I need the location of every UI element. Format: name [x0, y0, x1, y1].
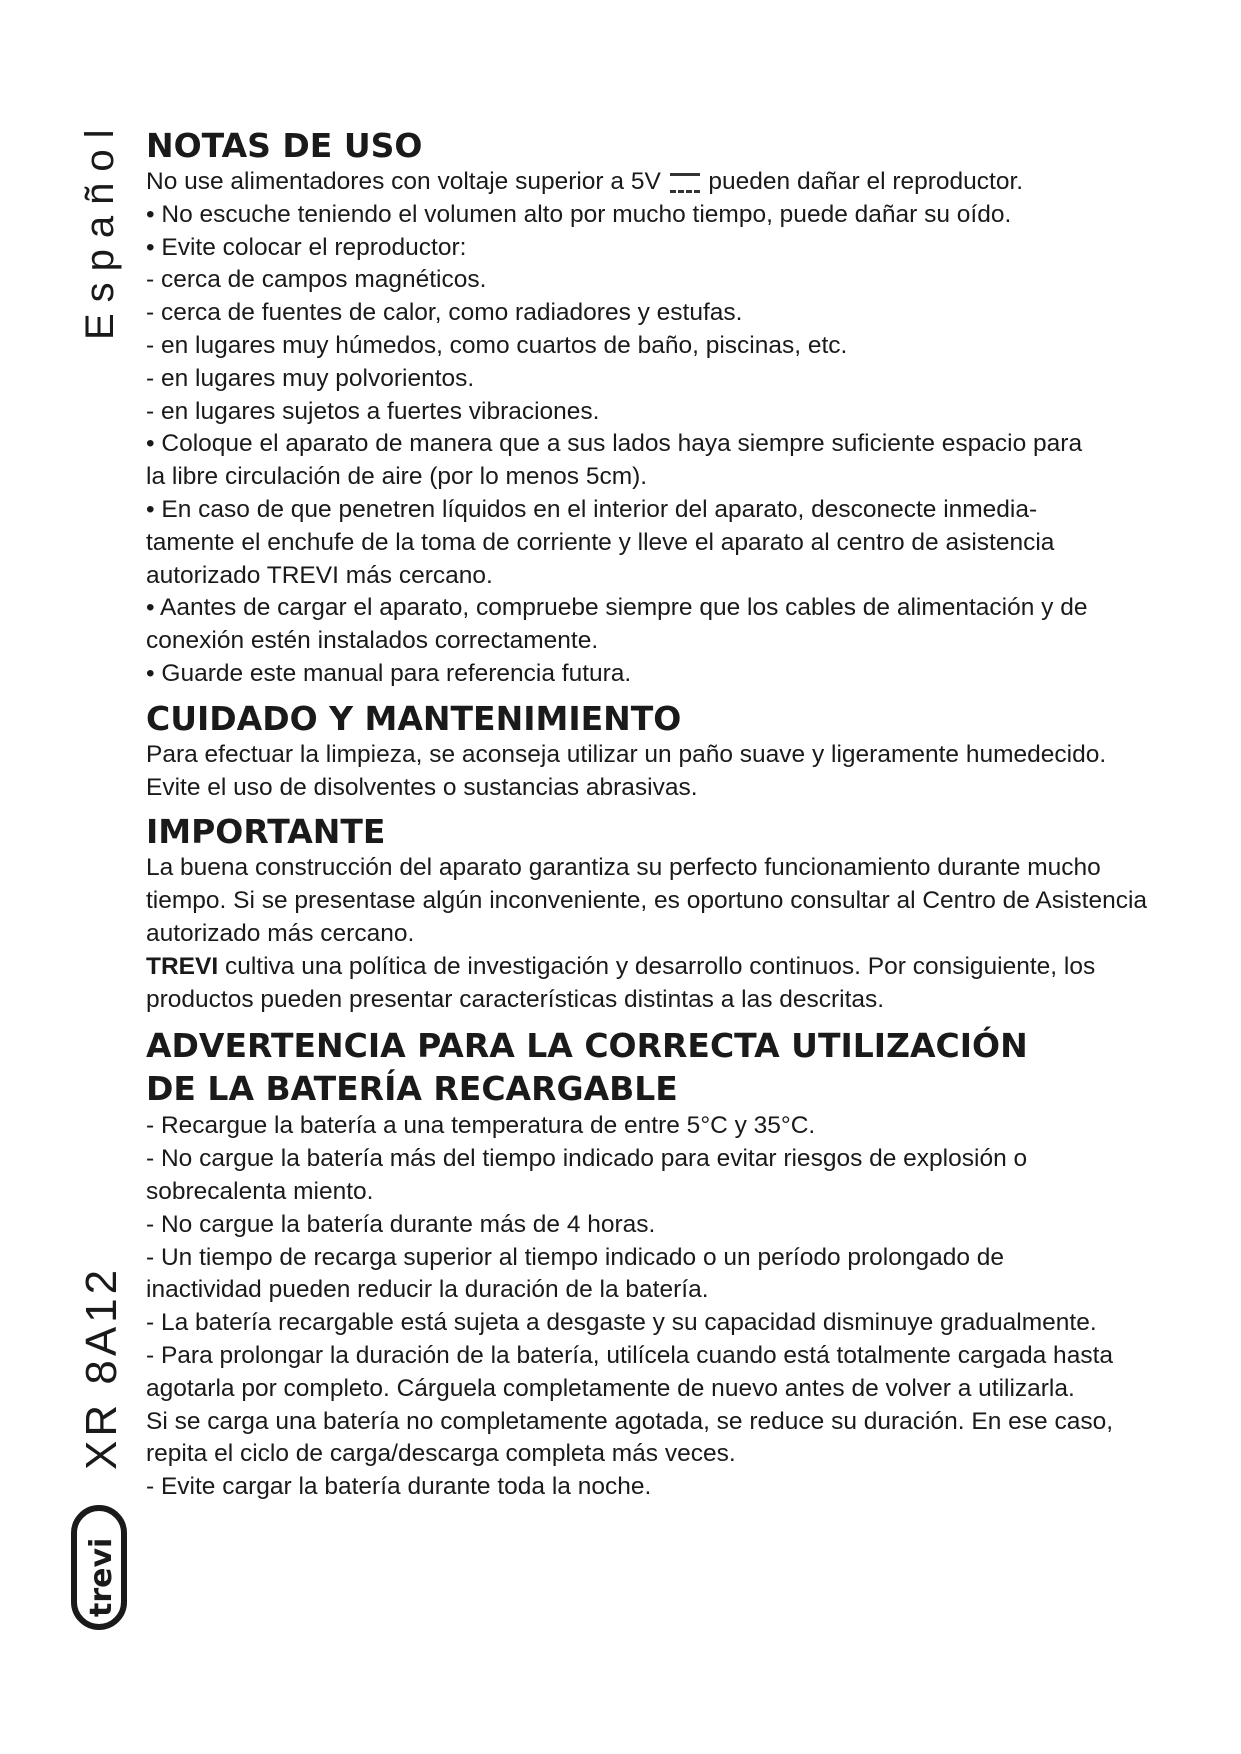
dash-item: - en lugares sujetos a fuertes vibraciones.	[146, 397, 600, 425]
language-label: Español	[78, 118, 122, 340]
paragraph-line: inactividad pueden reducir la duración de la batería.	[146, 1276, 709, 1304]
bullet-item: • No escuche teniendo el volumen alto por mucho tiempo, puede dañar su oído.	[146, 200, 1012, 228]
section-title: NOTAS DE USO	[146, 126, 423, 165]
dash-item: - La batería recargable está sujeta a desgaste y su capacidad disminuye gradualmente.	[146, 1309, 1097, 1337]
paragraph-line: tamente el enchufe de la toma de corriente y lleve el aparato al centro de asistencia	[146, 528, 1055, 556]
paragraph-line	[146, 166, 1156, 199]
section-importante	[146, 812, 1156, 1016]
dc-symbol-icon	[670, 173, 700, 193]
logo-wordmark: trevi	[84, 1537, 119, 1617]
dash-item: - en lugares muy polvorientos.	[146, 364, 475, 392]
paragraph-line: • Guarde este manual para referencia futura.	[146, 659, 632, 687]
model-label: XR 8A12	[77, 1265, 126, 1470]
dash-item: - cerca de campos magnéticos.	[146, 266, 487, 294]
section-title-continued: DE LA BATERÍA RECARGABLE	[146, 1069, 678, 1109]
section-advertencia	[146, 1024, 1156, 1504]
paragraph-line	[146, 951, 1156, 984]
bullet-item: • Evite colocar el reproductor:	[146, 233, 467, 261]
paragraph-line: productos pueden presentar características distintas a las descritas.	[146, 985, 885, 1013]
document-body	[146, 126, 1156, 1512]
section-cuidado	[146, 699, 1156, 805]
paragraph-line: La buena construcción del aparato garantiza su perfecto funcionamiento durante mucho	[146, 854, 1101, 882]
paragraph-line: autorizado más cercano.	[146, 919, 415, 947]
paragraph-line: conexión estén instalados correctamente.	[146, 627, 599, 655]
text-span: pueden dañar el reproductor.	[708, 168, 1024, 195]
dash-item: - Para prolongar la duración de la batería, utilícela cuando está totalmente cargada hasta	[146, 1341, 1113, 1369]
dash-item: - No cargue la batería más del tiempo indicado para evitar riesgos de explosión o	[146, 1145, 1028, 1173]
paragraph-line: agotarla por completo. Cárguela completamente de nuevo antes de volver a utilizarla.	[146, 1374, 1075, 1402]
section-title: CUIDADO Y MANTENIMIENTO	[146, 698, 682, 738]
paragraph-line: la libre circulación de aire (por lo menos 5cm).	[146, 463, 648, 491]
paragraph-line: Para efectuar la limpieza, se aconseja utilizar un paño suave y ligeramente humedecido.	[146, 740, 1107, 768]
dash-item: - cerca de fuentes de calor, como radiadores y estufas.	[146, 299, 743, 327]
paragraph-line: Evite el uso de disolventes o sustancias abrasivas.	[146, 773, 698, 801]
text-span: No use alimentadores con voltaje superior a 5V	[146, 168, 661, 195]
paragraph-line: repita el ciclo de carga/descarga completa más veces.	[146, 1440, 736, 1468]
section-notas-de-uso	[146, 126, 1156, 691]
paragraph-line: sobrecalenta miento.	[146, 1177, 374, 1205]
paragraph-line: • En caso de que penetren líquidos en el interior del aparato, desconecte inmedia-	[146, 495, 1038, 523]
text-span: cultiva una política de investigación y desarrollo continuos. Por consiguiente, los	[218, 952, 1096, 980]
dash-item: - Evite cargar la batería durante toda la noche.	[146, 1473, 652, 1501]
paragraph-line: • Aantes de cargar el aparato, compruebe siempre que los cables de alimentación y de	[146, 594, 1088, 622]
paragraph-line: Si se carga una batería no completamente agotada, se reduce su duración. En ese caso,	[146, 1407, 1113, 1435]
dash-item: - en lugares muy húmedos, como cuartos de baño, piscinas, etc.	[146, 331, 848, 359]
section-title: IMPORTANTE	[146, 812, 386, 852]
dash-item: - Recargue la batería a una temperatura de entre 5°C y 35°C.	[146, 1112, 816, 1140]
paragraph-line: autorizado TREVI más cercano.	[146, 561, 493, 589]
section-title: ADVERTENCIA PARA LA CORRECTA UTILIZACIÓN	[146, 1026, 1028, 1066]
trevi-logo	[70, 1505, 130, 1630]
brand-name: TREVI	[146, 952, 219, 980]
dash-item: - No cargue la batería durante más de 4 horas.	[146, 1210, 656, 1238]
dash-item: - Un tiempo de recarga superior al tiempo indicado o un período prolongado de	[146, 1243, 1005, 1271]
paragraph-line: tiempo. Si se presentase algún inconveniente, es oportuno consultar al Centro de Asistencia	[146, 887, 1148, 915]
paragraph-line: • Coloque el aparato de manera que a sus lados haya siempre suficiente espacio para	[146, 430, 1083, 458]
